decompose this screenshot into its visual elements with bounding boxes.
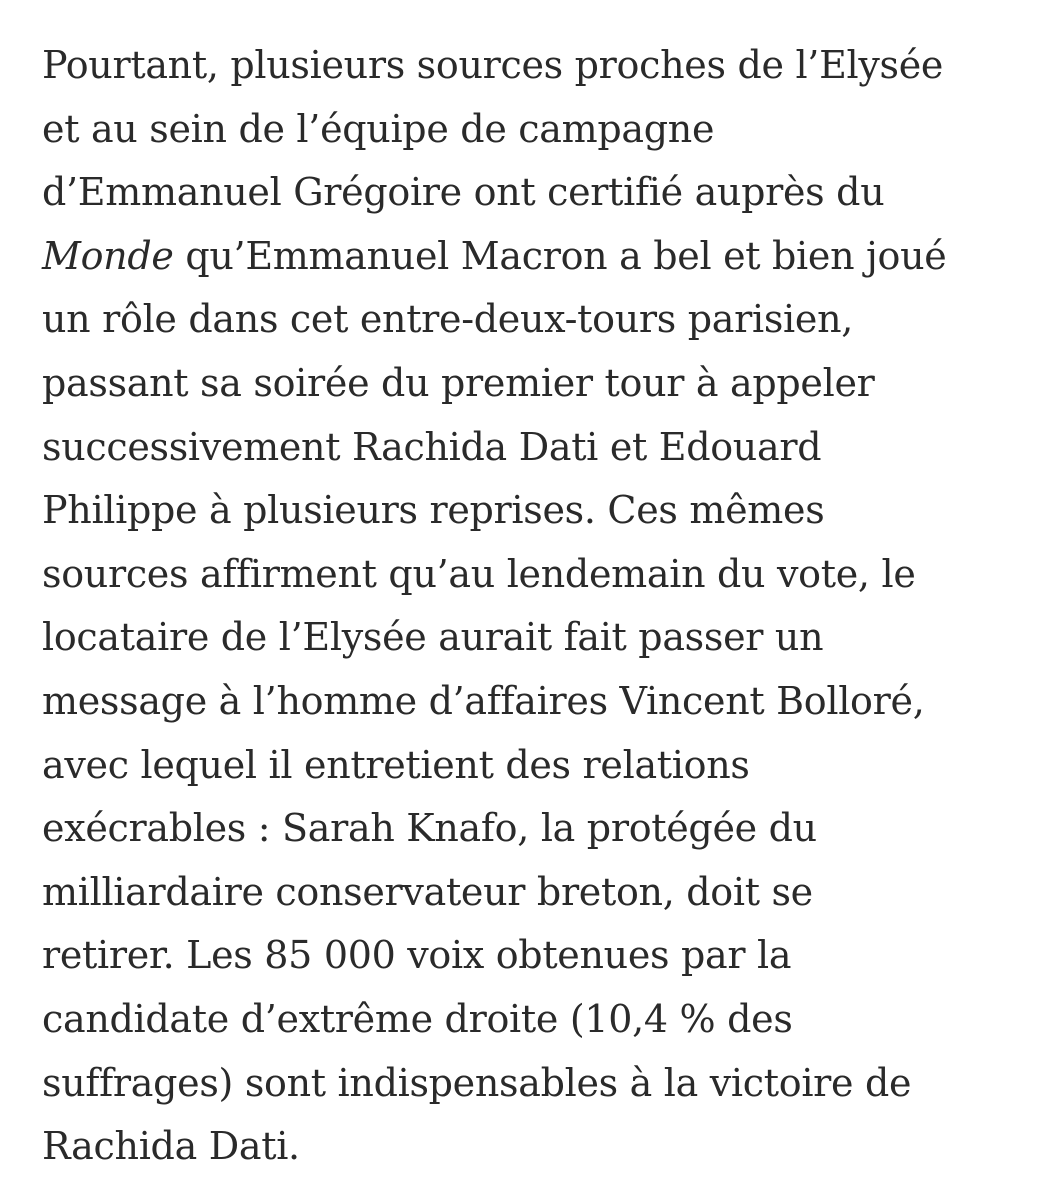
newspaper-name-italic: Monde <box>42 233 174 278</box>
text-line: exécrables : Sarah Knafo, la protégée du <box>42 806 817 851</box>
text-line: suffrages) sont indispensables à la victoire de <box>42 1060 912 1105</box>
text-line: locataire de l’Elysée aurait fait passer un <box>42 615 824 660</box>
text-line: un rôle dans cet entre-deux-tours parisien, <box>42 297 854 342</box>
text-line-rest: qu’Emmanuel Macron a bel et bien joué <box>173 233 947 278</box>
text-line: milliardaire conservateur breton, doit se <box>42 869 813 914</box>
text-line: message à l’homme d’affaires Vincent Bolloré, <box>42 678 925 723</box>
text-line <box>42 225 1022 289</box>
text-line: sources affirment qu’au lendemain du vote, le <box>42 551 916 596</box>
text-line: retirer. Les 85 000 voix obtenues par la <box>42 933 792 978</box>
text-line: candidate d’extrême droite (10,4 % des <box>42 996 793 1041</box>
article-paragraph <box>42 34 1022 1179</box>
text-line: successivement Rachida Dati et Edouard <box>42 424 822 469</box>
text-line: Rachida Dati. <box>42 1124 300 1169</box>
text-line: passant sa soirée du premier tour à appeler <box>42 360 875 405</box>
text-line: avec lequel il entretient des relations <box>42 742 750 787</box>
text-line: Pourtant, plusieurs sources proches de l’Elysée <box>42 43 944 87</box>
text-line: d’Emmanuel Grégoire ont certifié auprès du <box>42 170 885 215</box>
text-line: et au sein de l’équipe de campagne <box>42 106 715 151</box>
text-line: Philippe à plusieurs reprises. Ces mêmes <box>42 488 825 533</box>
